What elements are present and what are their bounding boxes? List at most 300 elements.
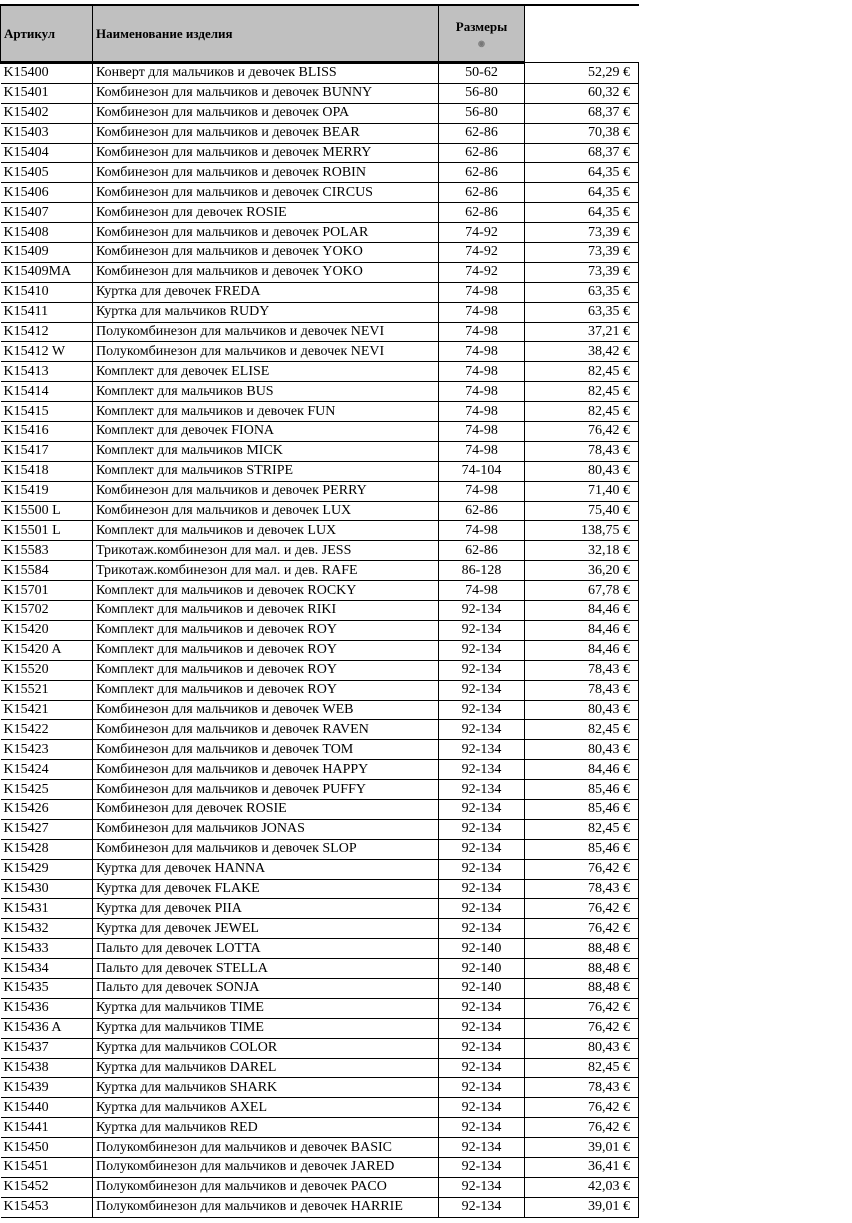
table-row [1,282,639,302]
table-row [1,839,639,859]
table-row [1,640,639,660]
header-row [1,5,639,63]
cell-price[interactable]: 78,43 € [525,1078,639,1098]
table-row [1,342,639,362]
cell-name[interactable]: Пальто для девочек STELLA [93,959,439,979]
cell-price[interactable]: 36,20 € [525,561,639,581]
cell-sizes[interactable]: 92-140 [439,959,525,979]
table-row [1,461,639,481]
cell-name[interactable]: Куртка для девочек JEWEL [93,919,439,939]
cell-price[interactable]: 84,46 € [525,620,639,640]
cell-name[interactable]: Куртка для мальчиков COLOR [93,1038,439,1058]
cell-sizes[interactable]: 62-86 [439,501,525,521]
cell-sizes[interactable]: 62-86 [439,183,525,203]
cell-article[interactable]: K15434 [1,959,93,979]
cell-sizes[interactable]: 62-86 [439,203,525,223]
cell-name[interactable]: Комбинезон для мальчиков и девочек CIRCUS [93,183,439,203]
cell-price[interactable]: 76,42 € [525,1098,639,1118]
cell-article[interactable]: K15410 [1,282,93,302]
cell-sizes[interactable]: 92-134 [439,601,525,621]
cell-name[interactable]: Комплект для мальчиков и девочек ROCKY [93,581,439,601]
cell-name[interactable]: Конверт для мальчиков и девочек BLISS [93,63,439,84]
cell-article[interactable]: K15403 [1,123,93,143]
table-row [1,720,639,740]
cell-name[interactable]: Полукомбинезон для мальчиков и девочек BASIC [93,1138,439,1158]
table-row [1,859,639,879]
cell-name[interactable]: Полукомбинезон для мальчиков и девочек NEVI [93,342,439,362]
cell-article[interactable]: K15415 [1,402,93,422]
cell-article[interactable]: K15433 [1,939,93,959]
price-table [0,4,639,1218]
cell-name[interactable]: Комплект для мальчиков и девочек ROY [93,620,439,640]
cell-name[interactable]: Куртка для девочек FLAKE [93,879,439,899]
cell-name[interactable]: Комбинезон для мальчиков и девочек POLAR [93,223,439,243]
cell-name[interactable]: Комбинезон для мальчиков и девочек MERRY [93,143,439,163]
cell-article[interactable]: K15405 [1,163,93,183]
cell-name[interactable]: Комплект для мальчиков и девочек LUX [93,521,439,541]
cell-price[interactable]: 84,46 € [525,601,639,621]
cell-price[interactable]: 82,45 € [525,1058,639,1078]
cell-sizes[interactable]: 92-134 [439,839,525,859]
cell-article[interactable]: K15520 [1,660,93,680]
cell-name[interactable]: Куртка для мальчиков TIME [93,998,439,1018]
table-row [1,63,639,84]
table-row [1,143,639,163]
cell-article[interactable]: K15451 [1,1157,93,1177]
cell-price[interactable]: 84,46 € [525,640,639,660]
cell-price[interactable]: 38,42 € [525,342,639,362]
table-row [1,1038,639,1058]
cell-price[interactable]: 36,41 € [525,1157,639,1177]
cell-article[interactable]: K15584 [1,561,93,581]
table-row [1,1138,639,1158]
cell-price[interactable]: 37,21 € [525,322,639,342]
cell-article[interactable]: K15421 [1,700,93,720]
cell-article[interactable]: K15431 [1,899,93,919]
cell-price[interactable]: 138,75 € [525,521,639,541]
cell-price[interactable]: 64,35 € [525,183,639,203]
cell-price[interactable]: 63,35 € [525,282,639,302]
cell-price[interactable]: 80,43 € [525,461,639,481]
cell-article[interactable]: K15407 [1,203,93,223]
cell-article[interactable]: K15404 [1,143,93,163]
cell-article[interactable]: K15400 [1,63,93,84]
cell-article[interactable]: K15411 [1,302,93,322]
cell-price[interactable]: 88,48 € [525,939,639,959]
cell-sizes[interactable]: 74-98 [439,521,525,541]
cell-sizes[interactable]: 92-134 [439,740,525,760]
cell-sizes[interactable]: 74-92 [439,223,525,243]
cell-price[interactable]: 60,32 € [525,83,639,103]
cell-sizes[interactable]: 74-92 [439,243,525,263]
cell-article[interactable]: K15420 [1,620,93,640]
cell-name[interactable]: Комплект для мальчиков BUS [93,382,439,402]
cell-price[interactable]: 64,35 € [525,163,639,183]
table-row [1,83,639,103]
cell-article[interactable]: K15432 [1,919,93,939]
table-row [1,1058,639,1078]
cell-name[interactable]: Куртка для мальчиков TIME [93,1018,439,1038]
table-row [1,919,639,939]
cell-sizes[interactable]: 92-140 [439,939,525,959]
cell-sizes[interactable]: 92-134 [439,819,525,839]
cell-price[interactable]: 76,42 € [525,1118,639,1138]
cell-article[interactable]: K15422 [1,720,93,740]
cell-article[interactable]: K15427 [1,819,93,839]
cell-article[interactable]: K15402 [1,103,93,123]
cell-sizes[interactable]: 92-134 [439,899,525,919]
cell-article[interactable]: K15429 [1,859,93,879]
table-row [1,223,639,243]
cell-sizes[interactable]: 62-86 [439,163,525,183]
cell-article[interactable]: K15417 [1,441,93,461]
cell-name[interactable]: Комплект для мальчиков и девочек RIKI [93,601,439,621]
cell-article[interactable]: K15583 [1,541,93,561]
cell-price[interactable]: 76,42 € [525,859,639,879]
cell-sizes[interactable]: 92-134 [439,799,525,819]
cell-name[interactable]: Куртка для мальчиков RUDY [93,302,439,322]
cell-price[interactable]: 78,43 € [525,660,639,680]
cell-name[interactable]: Комбинезон для мальчиков и девочек RAVEN [93,720,439,740]
cell-sizes[interactable]: 74-98 [439,282,525,302]
cell-article[interactable]: K15425 [1,780,93,800]
table-row [1,1177,639,1197]
cell-article[interactable]: K15412 W [1,342,93,362]
cell-name[interactable]: Комплект для мальчиков и девочек ROY [93,640,439,660]
cell-sizes[interactable]: 92-134 [439,680,525,700]
table-row [1,123,639,143]
cell-article[interactable]: K15500 L [1,501,93,521]
cell-sizes[interactable]: 92-134 [439,1098,525,1118]
cell-article[interactable]: K15416 [1,422,93,442]
cell-sizes[interactable]: 92-134 [439,1078,525,1098]
table-header [1,5,639,63]
table-row [1,740,639,760]
cell-price[interactable]: 76,42 € [525,899,639,919]
table-row [1,879,639,899]
cell-price[interactable]: 80,43 € [525,1038,639,1058]
table-row [1,541,639,561]
cell-price[interactable]: 76,42 € [525,422,639,442]
cell-name[interactable]: Трикотаж.комбинезон для мал. и дев. JESS [93,541,439,561]
cell-name[interactable]: Комбинезон для мальчиков JONAS [93,819,439,839]
table-row [1,978,639,998]
table-row [1,581,639,601]
cell-name[interactable]: Пальто для девочек LOTTA [93,939,439,959]
cell-article[interactable]: K15409MA [1,262,93,282]
cell-article[interactable]: K15702 [1,601,93,621]
cell-name[interactable]: Комбинезон для мальчиков и девочек HAPPY [93,760,439,780]
cell-article[interactable]: K15439 [1,1078,93,1098]
table-row [1,322,639,342]
cell-sizes[interactable]: 92-134 [439,1177,525,1197]
table-row [1,561,639,581]
cell-sizes[interactable]: 92-134 [439,660,525,680]
cell-article[interactable]: K15436 [1,998,93,1018]
cell-name[interactable]: Полукомбинезон для мальчиков и девочек NEVI [93,322,439,342]
table-row [1,660,639,680]
cell-name[interactable]: Пальто для девочек SONJA [93,978,439,998]
cell-sizes[interactable]: 56-80 [439,103,525,123]
cell-price[interactable]: 82,45 € [525,382,639,402]
cell-sizes[interactable]: 92-134 [439,700,525,720]
table-row [1,481,639,501]
column-header-name-label: Наименование изделия [96,25,233,41]
cell-sizes[interactable]: 92-134 [439,859,525,879]
cell-article[interactable]: K15428 [1,839,93,859]
table-row [1,1098,639,1118]
cell-article[interactable]: K15412 [1,322,93,342]
table-row [1,680,639,700]
cell-sizes[interactable]: 92-134 [439,1058,525,1078]
cell-sizes[interactable]: 92-134 [439,919,525,939]
cell-name[interactable]: Полукомбинезон для мальчиков и девочек JARED [93,1157,439,1177]
cell-name[interactable]: Комбинезон для мальчиков и девочек TOM [93,740,439,760]
column-header-sizes[interactable] [439,5,525,63]
cell-sizes[interactable]: 50-62 [439,63,525,84]
cell-sizes[interactable]: 56-80 [439,83,525,103]
cell-sizes[interactable]: 92-134 [439,1197,525,1217]
table-row [1,243,639,263]
cell-price[interactable]: 76,42 € [525,919,639,939]
table-row [1,1018,639,1038]
table-row [1,382,639,402]
table-body [1,63,639,1218]
cell-article[interactable]: K15501 L [1,521,93,541]
cell-sizes[interactable]: 74-98 [439,402,525,422]
table-row [1,422,639,442]
table-row [1,780,639,800]
cell-article[interactable]: K15450 [1,1138,93,1158]
cell-sizes[interactable]: 92-134 [439,998,525,1018]
cell-name[interactable]: Комбинезон для мальчиков и девочек ROBIN [93,163,439,183]
table-row [1,402,639,422]
cell-price[interactable]: 76,42 € [525,998,639,1018]
cell-article[interactable]: K15408 [1,223,93,243]
cell-name[interactable]: Комплект для мальчиков и девочек FUN [93,402,439,422]
cell-sizes[interactable]: 92-134 [439,1157,525,1177]
cell-name[interactable]: Куртка для мальчиков RED [93,1118,439,1138]
cell-sizes[interactable]: 92-134 [439,1138,525,1158]
cell-article[interactable]: K15423 [1,740,93,760]
cell-price[interactable]: 88,48 € [525,978,639,998]
table-row [1,819,639,839]
table-row [1,959,639,979]
cell-article[interactable]: K15441 [1,1118,93,1138]
table-row [1,899,639,919]
cell-price[interactable]: 78,43 € [525,879,639,899]
cell-sizes[interactable]: 74-98 [439,362,525,382]
cell-sizes[interactable]: 74-98 [439,581,525,601]
cell-price[interactable]: 82,45 € [525,819,639,839]
cell-price[interactable]: 73,39 € [525,262,639,282]
table-row [1,302,639,322]
table-row [1,362,639,382]
cell-price[interactable]: 80,43 € [525,740,639,760]
cell-name[interactable]: Трикотаж.комбинезон для мал. и дев. RAFE [93,561,439,581]
table-row [1,262,639,282]
table-row [1,103,639,123]
cell-price[interactable]: 68,37 € [525,143,639,163]
cell-price[interactable]: 70,38 € [525,123,639,143]
cell-sizes[interactable]: 92-134 [439,620,525,640]
cell-name[interactable]: Комбинезон для девочек ROSIE [93,203,439,223]
cell-name[interactable]: Комбинезон для девочек ROSIE [93,799,439,819]
cell-name[interactable]: Комплект для девочек ELISE [93,362,439,382]
cell-sizes[interactable]: 62-86 [439,123,525,143]
cell-sizes[interactable]: 86-128 [439,561,525,581]
cell-name[interactable]: Куртка для мальчиков DAREL [93,1058,439,1078]
table-row [1,1118,639,1138]
column-header-article[interactable] [1,5,93,63]
cell-sizes[interactable]: 74-98 [439,422,525,442]
table-row [1,939,639,959]
cell-sizes[interactable]: 74-98 [439,342,525,362]
table-row [1,1197,639,1217]
column-header-name[interactable] [93,5,439,63]
cell-name[interactable]: Комплект для мальчиков и девочек ROY [93,680,439,700]
cell-sizes[interactable]: 62-86 [439,541,525,561]
cell-price[interactable]: 39,01 € [525,1138,639,1158]
cell-name[interactable]: Комбинезон для мальчиков и девочек WEB [93,700,439,720]
cell-article[interactable]: K15414 [1,382,93,402]
cell-sizes[interactable]: 92-134 [439,780,525,800]
table-row [1,700,639,720]
cell-price[interactable]: 32,18 € [525,541,639,561]
cell-price[interactable]: 73,39 € [525,223,639,243]
cell-article[interactable]: K15440 [1,1098,93,1118]
cell-sizes[interactable]: 92-134 [439,720,525,740]
cell-price[interactable]: 76,42 € [525,1018,639,1038]
cell-price[interactable]: 75,40 € [525,501,639,521]
filter-icon[interactable]: ◉ [478,39,485,48]
cell-name[interactable]: Куртка для мальчиков SHARK [93,1078,439,1098]
cell-name[interactable]: Комплект для мальчиков и девочек ROY [93,660,439,680]
cell-article[interactable]: K15426 [1,799,93,819]
cell-sizes[interactable]: 74-98 [439,382,525,402]
cell-name[interactable]: Комбинезон для мальчиков и девочек BUNNY [93,83,439,103]
cell-price[interactable]: 73,39 € [525,243,639,263]
table-row [1,203,639,223]
table-row [1,601,639,621]
cell-name[interactable]: Комбинезон для мальчиков и девочек OPA [93,103,439,123]
cell-price[interactable]: 82,45 € [525,402,639,422]
cell-price[interactable]: 67,78 € [525,581,639,601]
cell-price[interactable]: 78,43 € [525,680,639,700]
cell-price[interactable]: 80,43 € [525,700,639,720]
cell-article[interactable]: K15435 [1,978,93,998]
cell-article[interactable]: K15406 [1,183,93,203]
table-row [1,521,639,541]
cell-price[interactable]: 85,46 € [525,780,639,800]
cell-name[interactable]: Комбинезон для мальчиков и девочек YOKO [93,262,439,282]
cell-name[interactable]: Комбинезон для мальчиков и девочек SLOP [93,839,439,859]
cell-name[interactable]: Комплект для мальчиков MICK [93,441,439,461]
cell-article[interactable]: K15437 [1,1038,93,1058]
cell-price[interactable]: 39,01 € [525,1197,639,1217]
cell-price[interactable]: 84,46 € [525,760,639,780]
cell-sizes[interactable]: 92-134 [439,879,525,899]
cell-article[interactable]: K15401 [1,83,93,103]
table-row [1,441,639,461]
cell-article[interactable]: K15521 [1,680,93,700]
cell-sizes[interactable]: 74-92 [439,262,525,282]
cell-article[interactable]: K15424 [1,760,93,780]
cell-price[interactable]: 82,45 € [525,720,639,740]
table-row [1,998,639,1018]
cell-name[interactable]: Комбинезон для мальчиков и девочек PERRY [93,481,439,501]
cell-sizes[interactable]: 62-86 [439,143,525,163]
cell-sizes[interactable]: 74-98 [439,441,525,461]
cell-price[interactable]: 82,45 € [525,362,639,382]
cell-name[interactable]: Комплект для мальчиков STRIPE [93,461,439,481]
cell-article[interactable]: K15413 [1,362,93,382]
cell-sizes[interactable]: 74-98 [439,302,525,322]
cell-sizes[interactable]: 74-104 [439,461,525,481]
table-row [1,1078,639,1098]
cell-sizes[interactable]: 74-98 [439,481,525,501]
cell-name[interactable]: Комбинезон для мальчиков и девочек PUFFY [93,780,439,800]
cell-name[interactable]: Комбинезон для мальчиков и девочек LUX [93,501,439,521]
cell-price[interactable]: 85,46 € [525,799,639,819]
table-row [1,163,639,183]
cell-sizes[interactable]: 92-140 [439,978,525,998]
column-header-sizes-label: Размеры [455,19,508,34]
cell-article[interactable]: K15430 [1,879,93,899]
cell-name[interactable]: Куртка для девочек FREDA [93,282,439,302]
cell-article[interactable]: K15409 [1,243,93,263]
cell-price[interactable]: 71,40 € [525,481,639,501]
cell-name[interactable]: Полукомбинезон для мальчиков и девочек HARRIE [93,1197,439,1217]
cell-article[interactable]: K15418 [1,461,93,481]
cell-sizes[interactable]: 92-134 [439,1118,525,1138]
cell-article[interactable]: K15438 [1,1058,93,1078]
cell-price[interactable]: 63,35 € [525,302,639,322]
cell-name[interactable]: Комплект для девочек FIONA [93,422,439,442]
cell-article[interactable]: K15452 [1,1177,93,1197]
column-header-price[interactable] [525,5,639,63]
cell-sizes[interactable]: 92-134 [439,1018,525,1038]
cell-name[interactable]: Комбинезон для мальчиков и девочек YOKO [93,243,439,263]
cell-name[interactable]: Куртка для мальчиков AXEL [93,1098,439,1118]
cell-price[interactable]: 78,43 € [525,441,639,461]
cell-name[interactable]: Полукомбинезон для мальчиков и девочек PACO [93,1177,439,1197]
table-row [1,501,639,521]
cell-article[interactable]: K15701 [1,581,93,601]
table-row [1,620,639,640]
cell-sizes[interactable]: 92-134 [439,760,525,780]
cell-article[interactable]: K15453 [1,1197,93,1217]
cell-name[interactable]: Куртка для девочек HANNA [93,859,439,879]
cell-article[interactable]: K15436 A [1,1018,93,1038]
table-row [1,1157,639,1177]
cell-name[interactable]: Комбинезон для мальчиков и девочек BEAR [93,123,439,143]
table-row [1,183,639,203]
cell-name[interactable]: Куртка для девочек PIIA [93,899,439,919]
cell-price[interactable]: 68,37 € [525,103,639,123]
cell-price[interactable]: 42,03 € [525,1177,639,1197]
cell-sizes[interactable]: 92-134 [439,640,525,660]
cell-price[interactable]: 85,46 € [525,839,639,859]
cell-price[interactable]: 88,48 € [525,959,639,979]
cell-article[interactable]: K15420 A [1,640,93,660]
cell-sizes[interactable]: 74-98 [439,322,525,342]
cell-price[interactable]: 52,29 € [525,63,639,84]
cell-price[interactable]: 64,35 € [525,203,639,223]
cell-article[interactable]: K15419 [1,481,93,501]
cell-sizes[interactable]: 92-134 [439,1038,525,1058]
table-row [1,760,639,780]
